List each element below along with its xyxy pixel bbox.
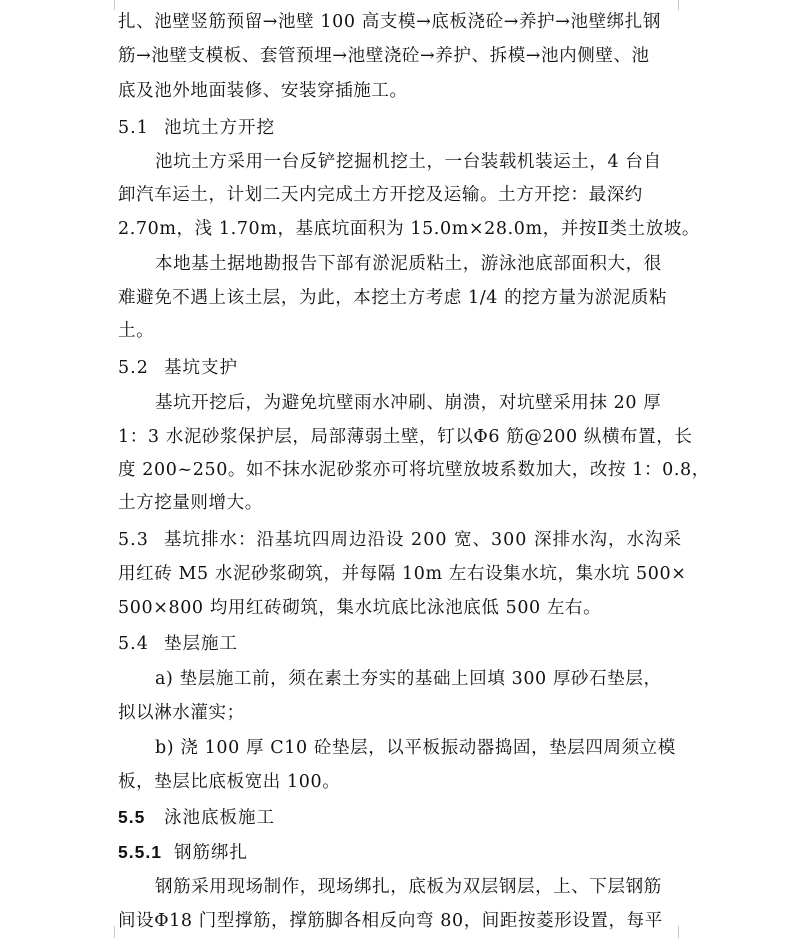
section-number: 5.3 [118,530,149,550]
text-line: 间设Φ18 门型撑筋，撑筋脚各相反向弯 80，间距按菱形设置，每平 [118,911,663,931]
margin-mark-bottom-right [678,926,679,938]
text-line: 用红砖 M5 水泥砂浆砌筑，并每隔 10m 左右设集水坑，集水坑 500× [118,564,687,584]
section-heading-5-2 [118,356,678,380]
margin-mark-top-right [678,0,679,10]
text-line: 难避免不遇上该土层，为此，本挖土方考虑 1/4 的挖方量为淤泥质粘 [118,288,668,308]
section-heading-5-5 [118,805,678,830]
text-line: 拟以淋水灌实； [118,703,245,723]
text-line: 卸汽车运土，计划二天内完成土方开挖及运输。土方开挖：最深约 [118,185,643,205]
section-title: 垫层施工 [164,634,238,654]
margin-mark-top-left [114,0,115,10]
section-title: 泳池底板施工 [164,808,275,828]
text-line: 扎、池壁竖筋预留→池壁 100 高支模→底板浇砼→养护→池壁绑扎钢 [118,12,661,32]
text-line: 筋→池壁支模板、套管预埋→池壁浇砼→养护、拆模→池内侧壁、池 [118,46,650,66]
text-line: 土方挖量则增大。 [118,493,263,513]
section-number: 5.4 [118,634,149,654]
section-number: 5.5.1 [118,842,162,862]
text-line: 钢筋采用现场制作，现场绑扎，底板为双层钢层，上、下层钢筋 [155,877,662,897]
text-line: 500×800 均用红砖砌筑，集水坑底比泳池底低 500 左右。 [118,598,602,618]
text-line: 池坑土方采用一台反铲挖掘机挖土，一台装载机装运土，4 台自 [155,152,662,172]
list-item-b: b) 浇 100 厚 C10 砼垫层，以平板振动器捣固，垫层四周须立模 [155,738,676,758]
text-line: 度 200~250。如不抹水泥砂浆亦可将坑壁放坡系数加大，改按 1：0.8， [118,460,710,480]
section-number: 5.5 [118,807,146,827]
margin-mark-bottom-left [114,926,115,938]
text-line: 1：3 水泥砂浆保护层，局部薄弱土壁，钉以Φ6 筋@200 纵横布置，长 [118,427,693,447]
text-line: 2.70m，浅 1.70m，基底坑面积为 15.0m×28.0m，并按Ⅱ类土放坡。 [118,219,701,239]
section-title: 池坑土方开挖 [164,118,275,138]
text-line: 土。 [118,321,155,341]
section-heading-5-5-1 [118,840,678,865]
section-title: 钢筋绑扎 [174,843,248,863]
section-number: 5.2 [118,358,149,378]
section-heading-5-3 [118,528,682,552]
section-number: 5.1 [118,118,149,138]
section-text: 基坑排水：沿基坑四周边沿设 200 宽、300 深排水沟，水沟采 [164,530,682,550]
list-item-a: a) 垫层施工前，须在素土夯实的基础上回填 300 厚砂石垫层， [155,669,662,689]
section-title: 基坑支护 [164,358,238,378]
text-line: 基坑开挖后，为避免坑壁雨水冲刷、崩溃，对坑壁采用抹 20 厚 [155,393,662,413]
section-heading-5-1 [118,116,678,140]
text-line: 板，垫层比底板宽出 100。 [118,772,341,792]
text-line: 本地基土据地勘报告下部有淤泥质粘土，游泳池底部面积大，很 [155,254,662,274]
section-heading-5-4 [118,632,678,656]
text-line: 底及池外地面装修、安装穿插施工。 [118,81,408,101]
